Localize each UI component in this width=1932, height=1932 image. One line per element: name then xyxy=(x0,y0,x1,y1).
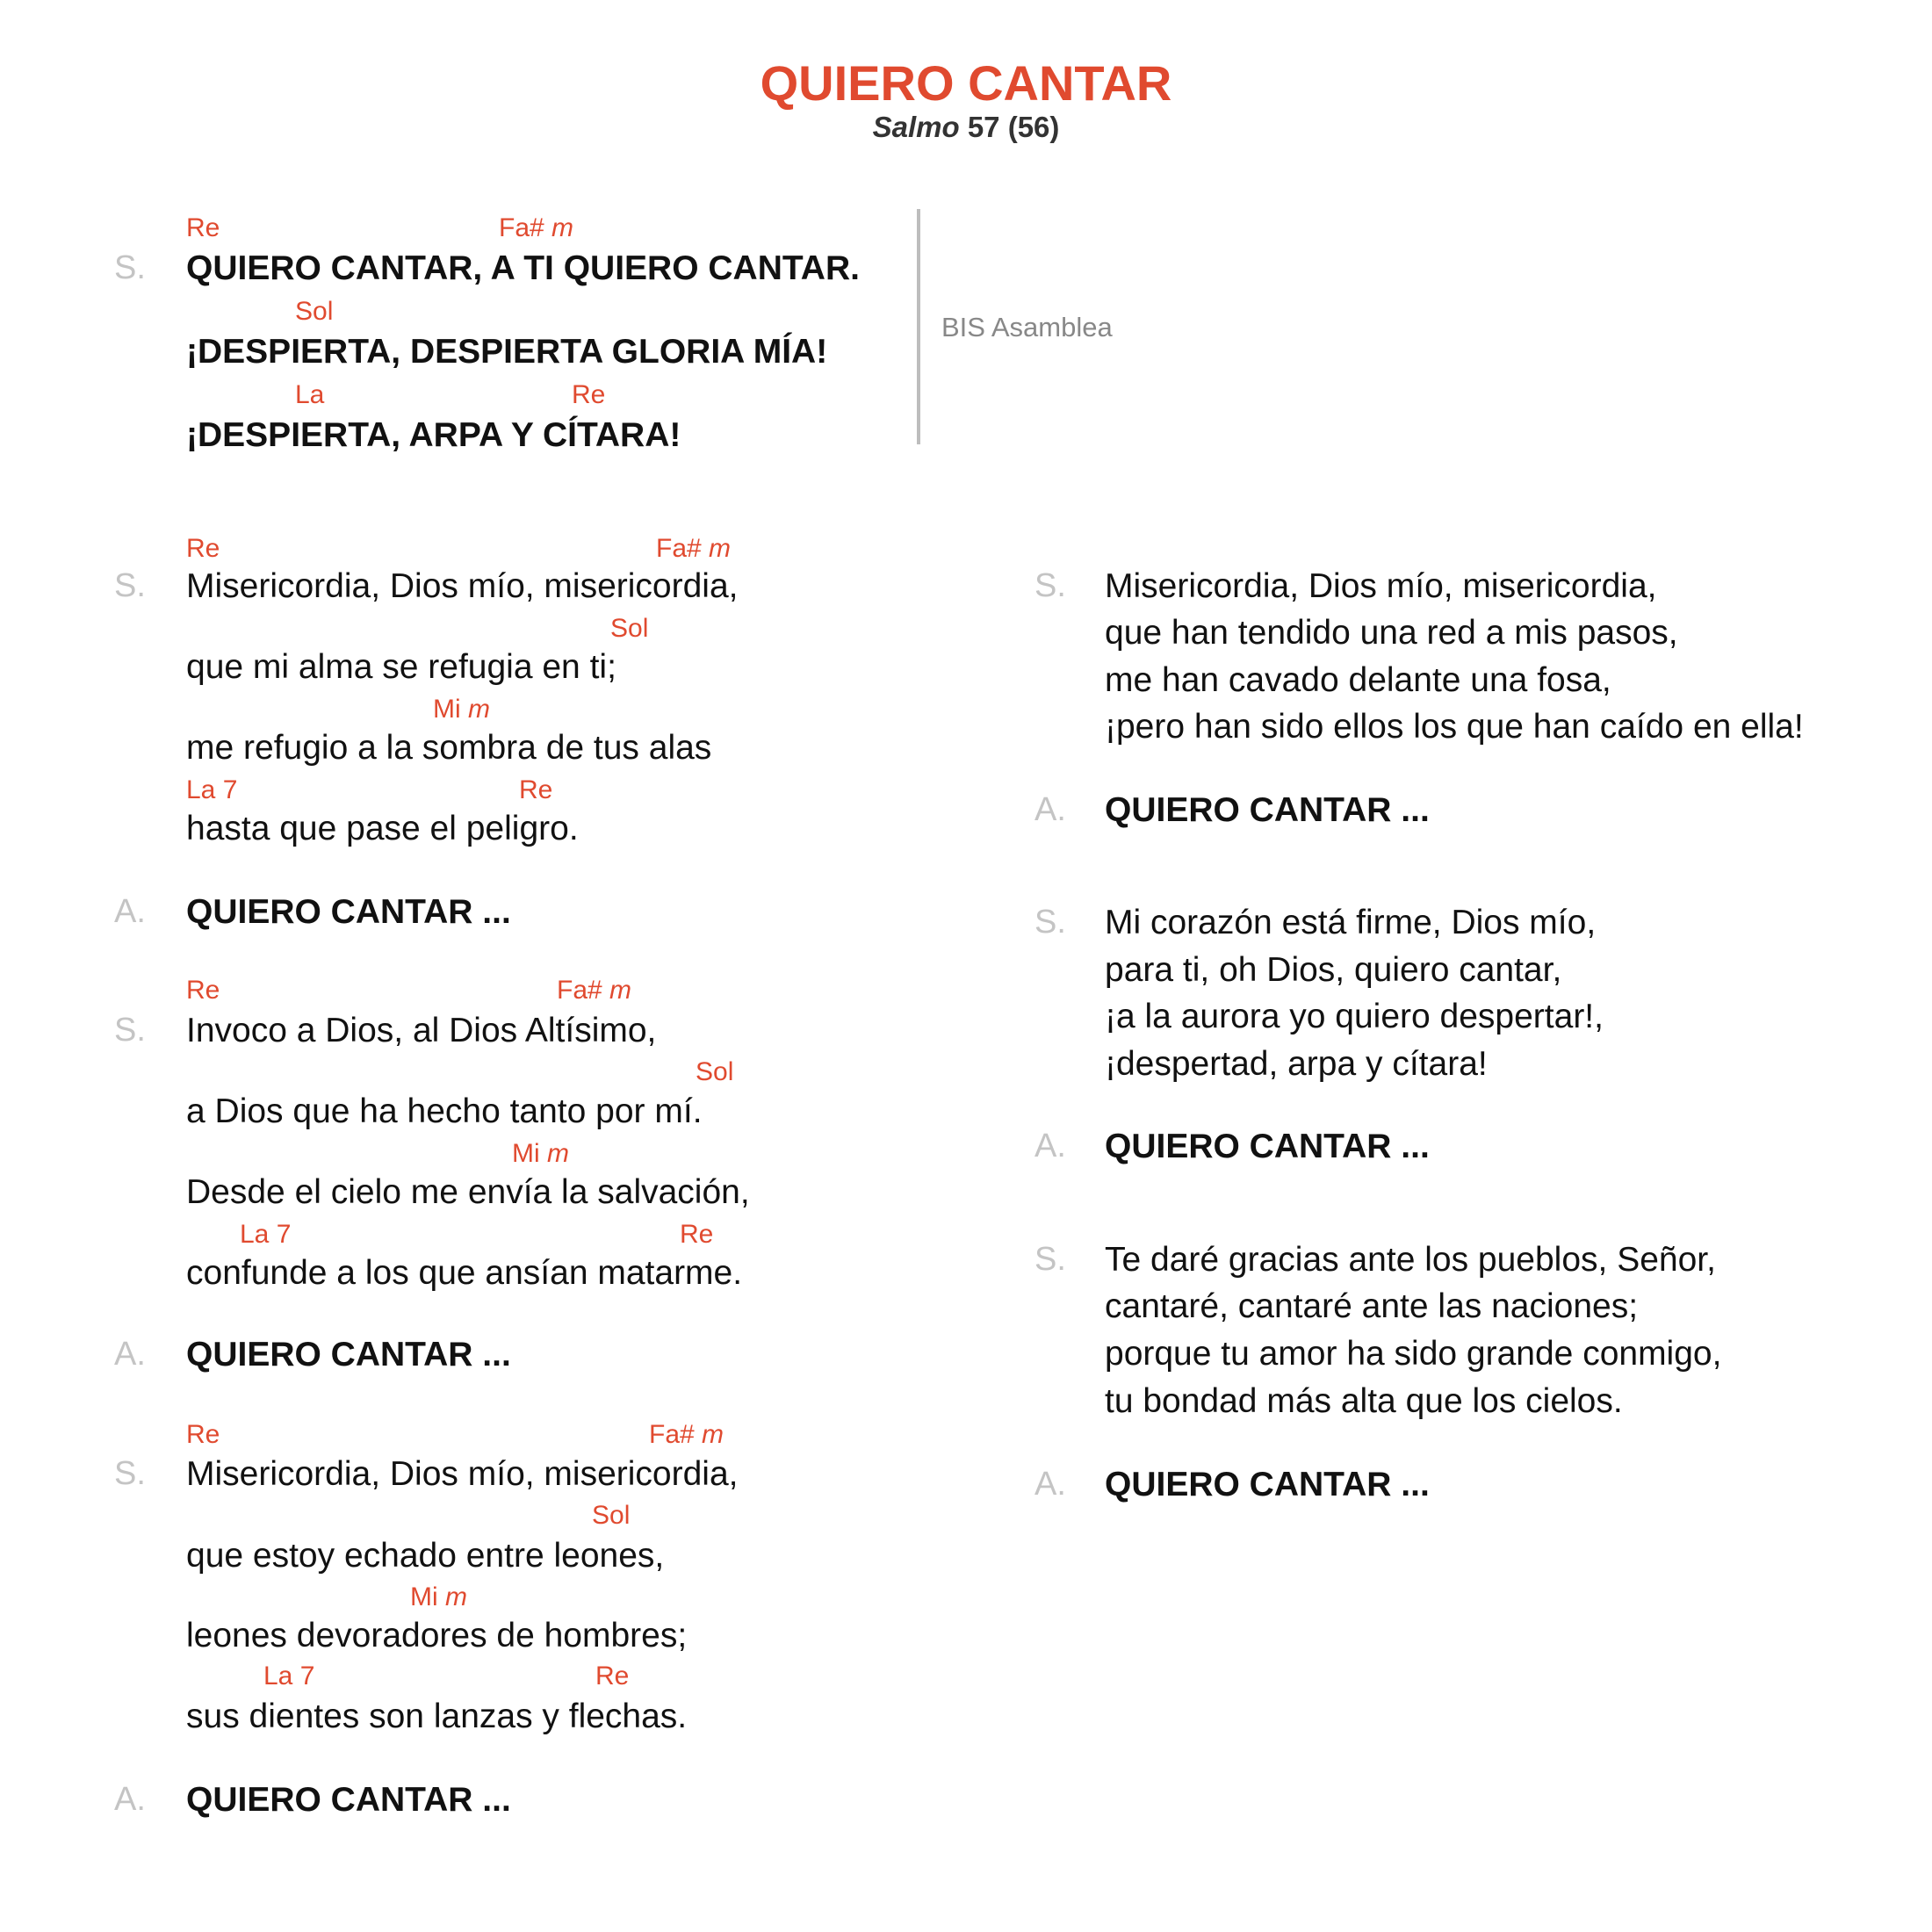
role-label-assembly: A. xyxy=(1034,791,1066,828)
lyric-line: Misericordia, Dios mío, misericordia, xyxy=(186,1455,739,1493)
chord: Re xyxy=(519,775,553,804)
role-label-assembly: A. xyxy=(114,1781,146,1818)
role-label-assembly: A. xyxy=(114,1336,146,1373)
chord: Re xyxy=(186,534,220,563)
subtitle-psalm-number: 57 (56) xyxy=(959,111,1060,143)
lyric-line: a Dios que ha hecho tanto por mí. xyxy=(186,1092,703,1130)
chord: Sol xyxy=(592,1501,631,1530)
lyric-line: Mi corazón está firme, Dios mío, xyxy=(1105,904,1597,941)
response-line: QUIERO CANTAR ... xyxy=(1105,1466,1430,1503)
lyric-line: me han cavado delante una fosa, xyxy=(1105,661,1611,699)
chorus-line: ¡DESPIERTA, DESPIERTA GLORIA MÍA! xyxy=(186,333,828,371)
chorus-line: QUIERO CANTAR, A TI QUIERO CANTAR. xyxy=(186,249,860,287)
chorus-line: ¡DESPIERTA, ARPA Y CÍTARA! xyxy=(186,416,681,454)
lyric-line: Te daré gracias ante los pueblos, Señor, xyxy=(1105,1241,1716,1279)
response-line: QUIERO CANTAR ... xyxy=(186,1336,511,1373)
lyric-line: confunde a los que ansían matarme. xyxy=(186,1254,743,1292)
chord: Re xyxy=(595,1662,630,1690)
role-label-soloist: S. xyxy=(114,1455,146,1492)
chord: Sol xyxy=(610,614,649,643)
chord: Mi m xyxy=(433,695,490,724)
chord: Re xyxy=(186,1420,220,1449)
chord: Mi m xyxy=(512,1139,569,1168)
lyric-line: tu bondad más alta que los cielos. xyxy=(1105,1382,1623,1420)
lyric-line: ¡a la aurora yo quiero despertar!, xyxy=(1105,998,1604,1035)
bis-divider xyxy=(917,209,920,444)
lyric-line: ¡pero han sido ellos los que han caído en ella! xyxy=(1105,708,1804,746)
subtitle-psalm-word: Salmo xyxy=(872,111,960,143)
lyric-line: sus dientes son lanzas y flechas. xyxy=(186,1698,688,1735)
bis-note: BIS Asamblea xyxy=(941,312,1113,342)
role-label-soloist: S. xyxy=(114,249,146,286)
role-label-assembly: A. xyxy=(1034,1128,1066,1164)
response-line: QUIERO CANTAR ... xyxy=(1105,1128,1430,1165)
lyric-line: porque tu amor ha sido grande conmigo, xyxy=(1105,1335,1722,1373)
chord: La 7 xyxy=(263,1662,315,1690)
response-line: QUIERO CANTAR ... xyxy=(1105,791,1430,829)
lyric-line: hasta que pase el peligro. xyxy=(186,810,579,847)
lyric-line: Desde el cielo me envía la salvación, xyxy=(186,1173,750,1211)
chord: Fa# m xyxy=(656,534,732,563)
lyric-line: Misericordia, Dios mío, misericordia, xyxy=(186,567,739,605)
lyric-line: cantaré, cantaré ante las naciones; xyxy=(1105,1287,1639,1325)
lyric-line: que han tendido una red a mis pasos, xyxy=(1105,614,1678,652)
chord: Fa# m xyxy=(557,976,632,1005)
chord: La 7 xyxy=(186,775,238,804)
chord: La xyxy=(295,380,325,409)
lyric-line: para ti, oh Dios, quiero cantar, xyxy=(1105,951,1562,989)
chord: La 7 xyxy=(240,1220,292,1249)
response-line: QUIERO CANTAR ... xyxy=(186,1781,511,1819)
lyric-line: leones devoradores de hombres; xyxy=(186,1617,688,1654)
role-label-soloist: S. xyxy=(1034,1241,1066,1278)
chord: Fa# m xyxy=(499,213,574,242)
chord: Sol xyxy=(696,1057,734,1086)
role-label-assembly: A. xyxy=(114,893,146,930)
chord: Re xyxy=(186,976,220,1005)
lyric-line: que estoy echado entre leones, xyxy=(186,1537,665,1575)
role-label-assembly: A. xyxy=(1034,1466,1066,1503)
role-label-soloist: S. xyxy=(1034,904,1066,941)
lyric-line: Invoco a Dios, al Dios Altísimo, xyxy=(186,1012,657,1049)
chord: Fa# m xyxy=(649,1420,724,1449)
chord: Sol xyxy=(295,297,334,326)
response-line: QUIERO CANTAR ... xyxy=(186,893,511,931)
chord: Mi m xyxy=(410,1582,467,1611)
song-title: QUIERO CANTAR xyxy=(760,55,1172,111)
chord: Re xyxy=(186,213,220,242)
lyric-line: ¡despertad, arpa y cítara! xyxy=(1105,1045,1488,1083)
lyric-line: me refugio a la sombra de tus alas xyxy=(186,729,712,767)
chord: Re xyxy=(680,1220,714,1249)
role-label-soloist: S. xyxy=(1034,567,1066,604)
song-subtitle xyxy=(0,111,1932,144)
role-label-soloist: S. xyxy=(114,1012,146,1049)
lyric-line: Misericordia, Dios mío, misericordia, xyxy=(1105,567,1657,605)
role-label-soloist: S. xyxy=(114,567,146,604)
lyric-line: que mi alma se refugia en ti; xyxy=(186,648,616,686)
chord: Re xyxy=(572,380,606,409)
